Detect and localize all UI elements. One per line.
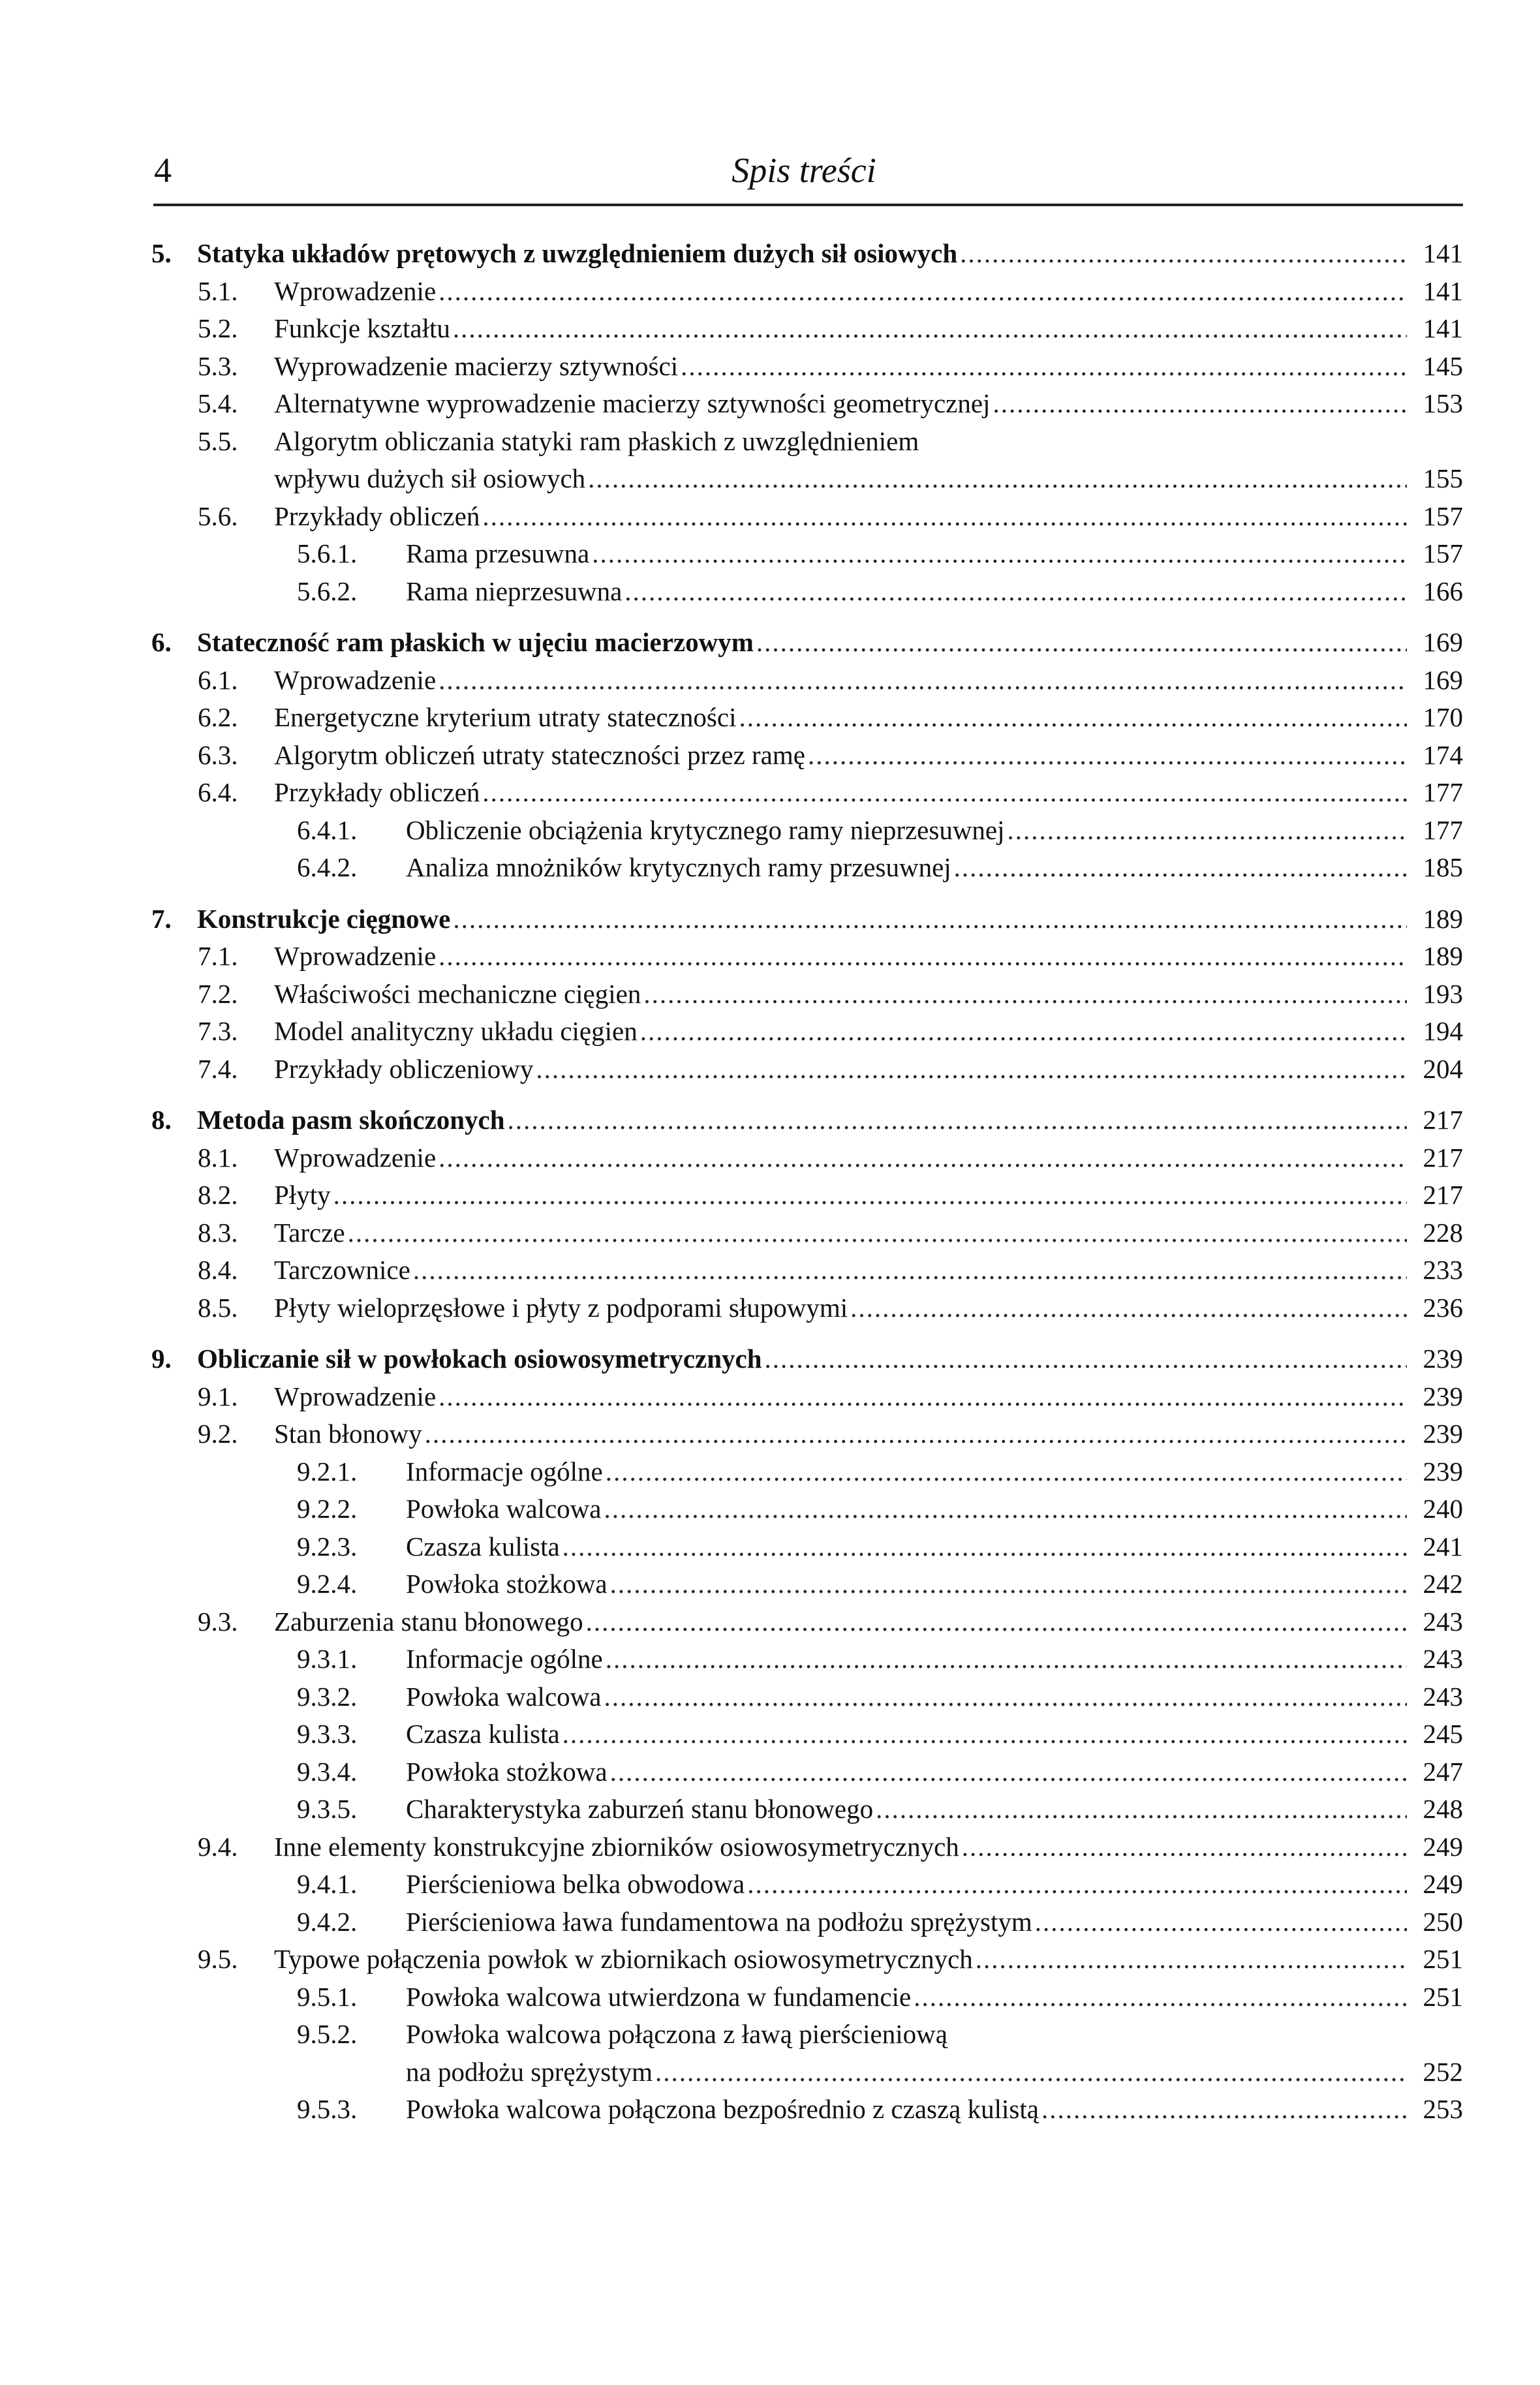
toc-subsection[interactable] [151, 1791, 1463, 1828]
toc-entry-title: Informacje ogólne [406, 1456, 603, 1486]
toc-entry-title: Informacje ogólne [406, 1644, 603, 1674]
toc-entry-continuation[interactable] [151, 460, 1463, 498]
dot-leader [993, 385, 1407, 423]
toc-page-number: 228 [1423, 1217, 1463, 1248]
toc-subsection[interactable] [151, 1565, 1463, 1603]
toc-page-number: 241 [1423, 1531, 1463, 1562]
toc-entry-number: 9.3.1. [297, 1644, 358, 1674]
dot-leader [508, 1101, 1407, 1139]
toc-entry-title: Wprowadzenie [274, 1381, 437, 1411]
toc-entry-number: 5.6. [198, 500, 238, 531]
page-number: 4 [154, 151, 172, 190]
dot-leader [1041, 2091, 1407, 2129]
toc-entry-number: 8.5. [198, 1292, 238, 1323]
toc-section[interactable] [151, 1214, 1463, 1252]
toc-entry-number: 8.4. [198, 1255, 238, 1285]
toc-page-number: 189 [1423, 941, 1463, 971]
toc-entry-title: Płyty wieloprzęsłowe i płyty z podporami słupowymi [274, 1292, 848, 1323]
toc-page-number: 153 [1423, 388, 1463, 418]
table-of-contents [151, 235, 1463, 2129]
dot-leader [413, 1252, 1407, 1289]
toc-section[interactable] [151, 385, 1463, 423]
toc-section[interactable] [151, 310, 1463, 348]
toc-entry-number: 7. [151, 903, 172, 934]
toc-entry-number: 7.1. [198, 941, 238, 971]
toc-entry-title: Metoda pasm skończonych [197, 1105, 505, 1135]
toc-entry-title: Powłoka stożkowa [406, 1569, 608, 1599]
dot-leader [482, 774, 1407, 812]
toc-page-number: 240 [1423, 1494, 1463, 1524]
dot-leader [348, 1214, 1407, 1252]
toc-entry-number: 6.4.2. [297, 852, 358, 882]
toc-entry-number: 6.4. [198, 777, 238, 807]
toc-section[interactable] [151, 273, 1463, 311]
toc-section[interactable] [151, 774, 1463, 812]
dot-leader [606, 1453, 1407, 1491]
toc-entry-number: 8.1. [198, 1142, 238, 1173]
toc-entry-title: Stan błonowy [274, 1419, 422, 1449]
toc-page-number: 157 [1423, 500, 1463, 531]
toc-page-number: 253 [1423, 2094, 1463, 2124]
toc-section[interactable] [151, 498, 1463, 536]
toc-page-number: 249 [1423, 1831, 1463, 1862]
dot-leader [747, 1866, 1407, 1903]
toc-entry-title: Czasza kulista [406, 1531, 560, 1562]
toc-entry-number: 6.2. [198, 702, 238, 732]
toc-page-number: 242 [1423, 1569, 1463, 1599]
toc-page-number: 174 [1423, 739, 1463, 770]
toc-page-number: 239 [1423, 1456, 1463, 1486]
toc-subsection[interactable] [151, 849, 1463, 887]
toc-entry-number: 7.3. [198, 1016, 238, 1046]
toc-entry-title: Przykłady obliczeń [274, 500, 480, 531]
dot-leader [643, 976, 1407, 1013]
toc-entry-number: 9.5. [198, 1944, 238, 1974]
toc-section[interactable] [151, 1252, 1463, 1289]
toc-subsection[interactable] [151, 1903, 1463, 1941]
toc-page-number: 243 [1423, 1681, 1463, 1712]
toc-chapter[interactable] [151, 1340, 1463, 1378]
dot-leader [439, 1139, 1407, 1177]
toc-section[interactable] [151, 1139, 1463, 1177]
toc-section[interactable] [151, 1177, 1463, 1214]
toc-entry-number: 9. [151, 1344, 172, 1374]
toc-section[interactable] [151, 1828, 1463, 1866]
toc-entry-title: Obliczenie obciążenia krytycznego ramy nieprzesuwnej [406, 814, 1005, 845]
dot-leader [914, 1978, 1407, 2016]
toc-section[interactable] [151, 1013, 1463, 1051]
toc-page-number: 194 [1423, 1016, 1463, 1046]
toc-subsection[interactable] [151, 1453, 1463, 1491]
toc-entry-number: 5.2. [198, 313, 238, 343]
dot-leader [976, 1941, 1407, 1978]
toc-page-number: 251 [1423, 1981, 1463, 2012]
dot-leader [439, 938, 1407, 976]
toc-page-number: 236 [1423, 1292, 1463, 1323]
toc-section[interactable] [151, 1941, 1463, 1978]
toc-entry-number: 6.4.1. [297, 814, 358, 845]
toc-entry-title: Wprowadzenie [274, 664, 437, 695]
toc-entry-number: 7.2. [198, 978, 238, 1009]
toc-entry-title: Płyty [274, 1180, 331, 1210]
toc-entry-title: Tarczownice [274, 1255, 410, 1285]
dot-leader [588, 460, 1407, 498]
toc-page-number: 193 [1423, 978, 1463, 1009]
toc-entry-title: Wprowadzenie [274, 1142, 437, 1173]
dot-leader [850, 1289, 1407, 1327]
toc-section[interactable] [151, 1289, 1463, 1327]
toc-entry-number: 8. [151, 1105, 172, 1135]
dot-leader [333, 1177, 1407, 1214]
toc-subsection[interactable] [151, 1753, 1463, 1791]
toc-entry-number: 5.6.1. [297, 538, 358, 568]
toc-entry-number: 7.4. [198, 1053, 238, 1084]
toc-entry-title: Zaburzenia stanu błonowego [274, 1606, 583, 1637]
dot-leader [439, 273, 1407, 311]
toc-section[interactable] [151, 1378, 1463, 1416]
dot-leader [453, 310, 1407, 348]
dot-leader [536, 1051, 1407, 1088]
toc-page-number: 170 [1423, 702, 1463, 732]
toc-entry-title: Typowe połączenia powłok w zbiornikach osiowosymetrycznych [274, 1944, 973, 1974]
toc-entry-title: Wyprowadzenie macierzy sztywności [274, 350, 679, 381]
dot-leader [954, 849, 1407, 887]
toc-page-number: 243 [1423, 1606, 1463, 1637]
toc-entry-title: wpływu dużych sił osiowych [274, 463, 586, 493]
toc-page-number: 204 [1423, 1053, 1463, 1084]
toc-section[interactable] [151, 699, 1463, 737]
page-header [151, 150, 1456, 196]
toc-page-number: 185 [1423, 852, 1463, 882]
dot-leader [425, 1415, 1407, 1453]
toc-entry-number: 9.2. [198, 1419, 238, 1449]
toc-entry-continuation[interactable] [151, 2054, 1463, 2091]
dot-leader [876, 1791, 1407, 1828]
toc-entry-number: 6. [151, 627, 172, 657]
toc-page-number: 141 [1423, 238, 1463, 268]
toc-page-number: 248 [1423, 1794, 1463, 1824]
dot-leader [681, 348, 1407, 386]
toc-entry-number: 9.3.5. [297, 1794, 358, 1824]
toc-entry-title: Powłoka walcowa połączona z ławą pierścieniową [406, 2019, 947, 2049]
header-rule [153, 204, 1463, 206]
toc-section[interactable] [151, 348, 1463, 386]
toc-entry-number: 5.1. [198, 275, 238, 306]
toc-entry-title: Obliczanie sił w powłokach osiowosymetrycznych [197, 1344, 762, 1374]
toc-page-number: 169 [1423, 664, 1463, 695]
toc-entry-title: Rama nieprzesuwna [406, 576, 623, 606]
toc-page-number: 157 [1423, 538, 1463, 568]
toc-page-number: 166 [1423, 576, 1463, 606]
toc-chapter[interactable] [151, 900, 1463, 938]
toc-entry-number: 9.5.2. [297, 2019, 358, 2049]
toc-page-number: 249 [1423, 1869, 1463, 1899]
toc-entry-title: Powłoka walcowa [406, 1494, 602, 1524]
toc-section[interactable] [151, 1415, 1463, 1453]
dot-leader [1035, 1903, 1407, 1941]
toc-entry-title: Algorytm obliczania statyki ram płaskich z uwzględnieniem [274, 425, 919, 456]
toc-entry-title: Inne elementy konstrukcyjne zbiorników osiowosymetrycznych [274, 1831, 959, 1862]
dot-leader [610, 1565, 1407, 1603]
toc-chapter[interactable] [151, 1101, 1463, 1139]
dot-leader [439, 1378, 1407, 1416]
toc-page-number: 177 [1423, 814, 1463, 845]
toc-entry-title: Wprowadzenie [274, 941, 437, 971]
toc-entry-number: 9.2.2. [297, 1494, 358, 1524]
toc-page-number: 251 [1423, 1944, 1463, 1974]
dot-leader [604, 1678, 1407, 1716]
toc-chapter[interactable] [151, 624, 1463, 662]
toc-subsection[interactable] [151, 812, 1463, 850]
toc-section[interactable] [151, 737, 1463, 775]
toc-subsection[interactable] [151, 1490, 1463, 1528]
dot-leader [655, 2054, 1407, 2091]
toc-page-number: 252 [1423, 2056, 1463, 2087]
toc-page-number: 217 [1423, 1105, 1463, 1135]
toc-entry-title: Powłoka walcowa [406, 1681, 602, 1712]
toc-entry-title: Przykłady obliczeń [274, 777, 480, 807]
toc-entry-title: Charakterystyka zaburzeń stanu błonowego [406, 1794, 874, 1824]
dot-leader [562, 1716, 1407, 1753]
toc-page-number: 217 [1423, 1180, 1463, 1210]
dot-leader [765, 1340, 1407, 1378]
toc-subsection[interactable] [151, 1640, 1463, 1678]
dot-leader [808, 737, 1407, 775]
toc-section[interactable] [151, 1051, 1463, 1088]
toc-page-number: 239 [1423, 1381, 1463, 1411]
toc-entry-title: Przykłady obliczeniowy [274, 1053, 534, 1084]
toc-page-number: 141 [1423, 313, 1463, 343]
toc-entry-title: Tarcze [274, 1217, 345, 1248]
dot-leader [1008, 812, 1407, 850]
toc-entry-number: 9.3.3. [297, 1719, 358, 1749]
dot-leader [739, 699, 1407, 737]
toc-chapter[interactable] [151, 235, 1463, 273]
toc-section[interactable] [151, 976, 1463, 1013]
toc-entry-title: Stateczność ram płaskich w ujęciu macierzowym [197, 627, 754, 657]
toc-entry-number: 5.6.2. [297, 576, 358, 606]
toc-subsection[interactable] [151, 573, 1463, 611]
toc-entry-number: 5. [151, 238, 172, 268]
toc-entry-title: Statyka układów prętowych z uwzględnieniem dużych sił osiowych [197, 238, 958, 268]
toc-entry-number: 6.3. [198, 739, 238, 770]
toc-entry-number: 9.1. [198, 1381, 238, 1411]
toc-page-number: 245 [1423, 1719, 1463, 1749]
toc-entry-number: 8.2. [198, 1180, 238, 1210]
toc-page-number: 233 [1423, 1255, 1463, 1285]
toc-page-number: 247 [1423, 1756, 1463, 1787]
toc-entry-title: Właściwości mechaniczne cięgien [274, 978, 641, 1009]
toc-subsection[interactable] [151, 2091, 1463, 2129]
toc-entry-title: Analiza mnożników krytycznych ramy przesuwnej [406, 852, 951, 882]
dot-leader [610, 1753, 1407, 1791]
dot-leader [586, 1603, 1407, 1641]
toc-entry-number: 9.5.3. [297, 2094, 358, 2124]
toc-entry-number: 9.2.4. [297, 1569, 358, 1599]
toc-subsection[interactable] [151, 1866, 1463, 1903]
toc-entry-number: 6.1. [198, 664, 238, 695]
toc-entry-title: Pierścieniowa belka obwodowa [406, 1869, 745, 1899]
toc-entry-title: Konstrukcje cięgnowe [197, 903, 451, 934]
toc-section[interactable] [151, 938, 1463, 976]
dot-leader [624, 573, 1407, 611]
toc-entry-number: 9.4.2. [297, 1906, 358, 1937]
toc-entry-title: Powłoka walcowa połączona bezpośrednio z czaszą kulistą [406, 2094, 1039, 2124]
toc-page-number: 155 [1423, 463, 1463, 493]
toc-section[interactable] [151, 423, 1463, 461]
toc-entry-number: 5.5. [198, 425, 238, 456]
dot-leader [453, 900, 1407, 938]
dot-leader [606, 1640, 1407, 1678]
dot-leader [604, 1490, 1407, 1528]
toc-entry-title: Alternatywne wyprowadzenie macierzy sztywności geometrycznej [274, 388, 991, 418]
toc-entry-number: 5.4. [198, 388, 238, 418]
toc-page-number: 145 [1423, 350, 1463, 381]
toc-page-number: 243 [1423, 1644, 1463, 1674]
toc-entry-title: Powłoka stożkowa [406, 1756, 608, 1787]
toc-entry-title: Algorytm obliczeń utraty stateczności przez ramę [274, 739, 805, 770]
toc-entry-number: 9.4.1. [297, 1869, 358, 1899]
toc-subsection[interactable] [151, 1528, 1463, 1566]
toc-subsection[interactable] [151, 1978, 1463, 2016]
toc-entry-number: 9.5.1. [297, 1981, 358, 2012]
toc-entry-title: Energetyczne kryterium utraty stateczności [274, 702, 737, 732]
toc-entry-title: Czasza kulista [406, 1719, 560, 1749]
toc-entry-title: Funkcje kształtu [274, 313, 450, 343]
toc-page-number: 250 [1423, 1906, 1463, 1937]
toc-subsection[interactable] [151, 1678, 1463, 1716]
dot-leader [756, 624, 1407, 662]
toc-page-number: 141 [1423, 275, 1463, 306]
toc-page-number: 239 [1423, 1419, 1463, 1449]
running-title: Spis treści [732, 151, 876, 190]
toc-entry-number: 9.3.4. [297, 1756, 358, 1787]
toc-entry-number: 9.3.2. [297, 1681, 358, 1712]
dot-leader [962, 1828, 1407, 1866]
toc-entry-title: Rama przesuwna [406, 538, 590, 568]
toc-page-number: 217 [1423, 1142, 1463, 1173]
toc-page-number: 239 [1423, 1344, 1463, 1374]
dot-leader [640, 1013, 1407, 1051]
toc-section[interactable] [151, 1603, 1463, 1641]
toc-entry-title: na podłożu sprężystym [406, 2056, 653, 2087]
toc-section[interactable] [151, 662, 1463, 700]
toc-page-number: 189 [1423, 903, 1463, 934]
toc-entry-title: Powłoka walcowa utwierdzona w fundamencie [406, 1981, 912, 2012]
toc-entry-number: 8.3. [198, 1217, 238, 1248]
toc-subsection[interactable] [151, 535, 1463, 573]
dot-leader [592, 535, 1407, 573]
toc-entry-number: 5.3. [198, 350, 238, 381]
toc-entry-title: Pierścieniowa ława fundamentowa na podłożu sprężystym [406, 1906, 1032, 1937]
toc-page-number: 169 [1423, 627, 1463, 657]
dot-leader [482, 498, 1407, 536]
toc-entry-title: Wprowadzenie [274, 275, 437, 306]
toc-entry-number: 9.2.1. [297, 1456, 358, 1486]
dot-leader [439, 662, 1407, 700]
toc-entry-number: 9.2.3. [297, 1531, 358, 1562]
dot-leader [562, 1528, 1407, 1566]
dot-leader [960, 235, 1407, 273]
toc-subsection[interactable] [151, 1716, 1463, 1753]
toc-entry-number: 9.3. [198, 1606, 238, 1637]
toc-page-number: 177 [1423, 777, 1463, 807]
toc-entry-number: 9.4. [198, 1831, 238, 1862]
toc-entry-title: Model analityczny układu cięgien [274, 1016, 638, 1046]
toc-subsection[interactable] [151, 2016, 1463, 2054]
